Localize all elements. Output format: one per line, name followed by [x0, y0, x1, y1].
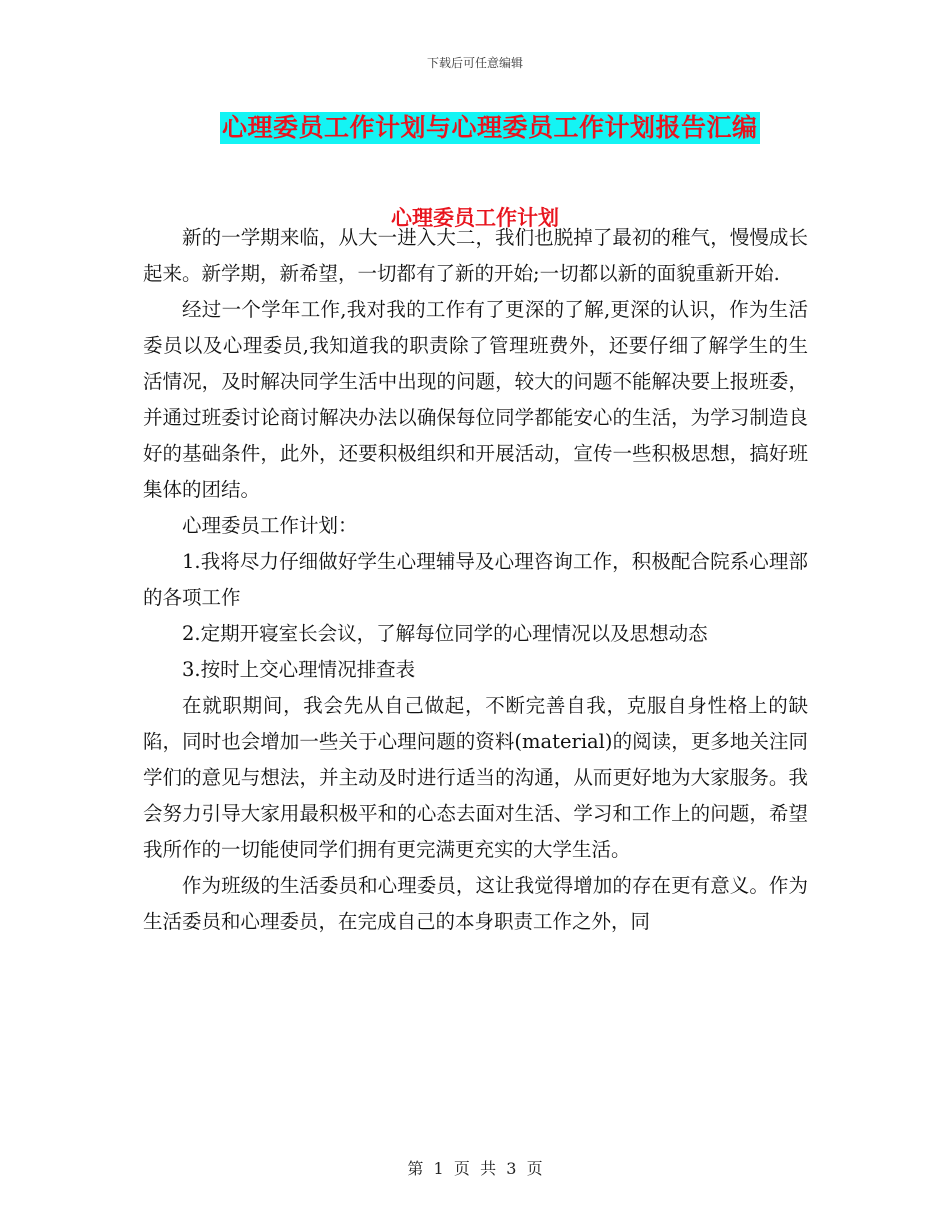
plan-item-3: 3.按时上交心理情况排查表: [182, 658, 416, 681]
page-footer: 第 1 页 共 3 页: [407, 1159, 543, 1178]
section-title: 心理委员工作计划: [391, 206, 559, 230]
paragraph-duties: 经过一个学年工作,我对我的工作有了更深的了解,更深的认识，作为生活委员以及心理委员,我知道我的职责除了管理班费外，还要仔细了解学生的生活情况，及时解决同学生活中出现的问题，较大的问题不能解决要上报班委，并通过班委讨论商讨解决办法以确保每位同学都能安心的生活，为学习制造良好的基础条件，此外，还要积极组织和开展活动，宣传一些积极思想，搞好班集体的团结。: [143, 298, 808, 501]
paragraph-plan-heading: 心理委员工作计划：: [182, 514, 358, 537]
paragraph-intro: 新的一学期来临，从大一进入大二，我们也脱掉了最初的稚气，慢慢成长起来。新学期，新希望，一切都有了新的开始;一切都以新的面貌重新开始.: [143, 226, 808, 285]
paragraph-role: 作为班级的生活委员和心理委员，这让我觉得增加的存在更有意义。作为生活委员和心理委员，在完成自己的本身职责工作之外，同: [143, 874, 808, 933]
plan-item-1: 1.我将尽力仔细做好学生心理辅导及心理咨询工作，积极配合院系心理部的各项工作: [143, 550, 808, 609]
plan-item-2: 2.定期开寝室长会议，了解每位同学的心理情况以及思想动态: [182, 622, 708, 645]
document-body: [143, 220, 808, 940]
paragraph-commitment: 在就职期间，我会先从自己做起，不断完善自我，克服自身性格上的缺陷，同时也会增加一些关于心理问题的资料(material)的阅读，更多地关注同学们的意见与想法，并主动及时进行适当的沟通，从而更好地为大家服务。我会努力引导大家用最积极平和的心态去面对生活、学习和工作上的问题，希望我所作的一切能使同学们拥有更完满更充实的大学生活。: [143, 694, 808, 861]
document-title: 心理委员工作计划与心理委员工作计划报告汇编: [222, 113, 758, 142]
header-note: 下载后可任意编辑: [426, 56, 523, 70]
